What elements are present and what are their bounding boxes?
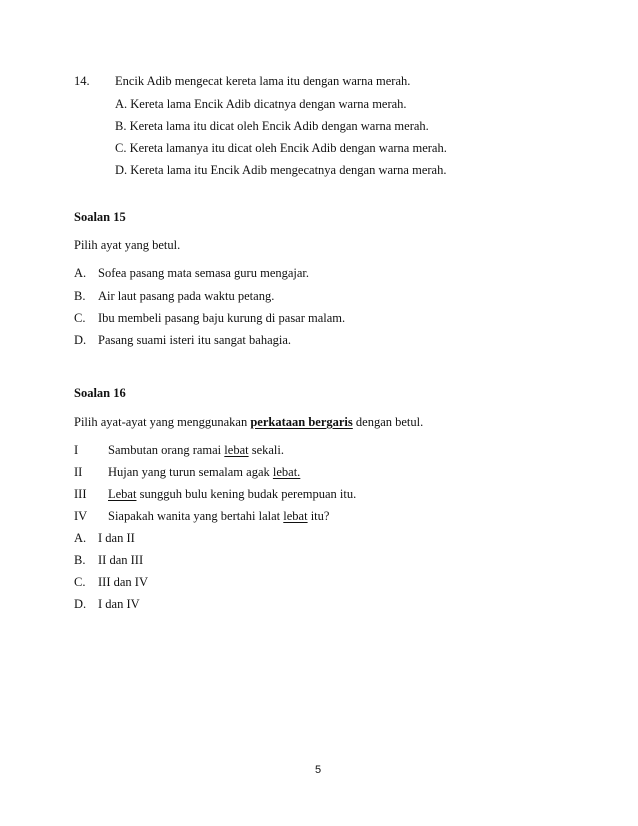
- q15-instruction: Pilih ayat yang betul.: [74, 238, 181, 252]
- q15-option-d-text: Pasang suami isteri itu sangat bahagia.: [98, 333, 292, 347]
- q16-statement-i-post: sekali.: [251, 443, 285, 457]
- q16-option-a-letter: A.: [74, 531, 87, 545]
- q16-instruction: [74, 415, 423, 430]
- q16-option-d-letter: D.: [74, 597, 87, 611]
- q16-statement-iii-word: Lebat: [108, 487, 137, 501]
- q16-option-c-letter: C.: [74, 575, 86, 589]
- q16-heading: Soalan 16: [74, 386, 126, 400]
- q16-statement-i: [108, 443, 284, 458]
- q14-stem: Encik Adib mengecat kereta lama itu dengan warna merah.: [115, 74, 411, 88]
- q16-statement-ii-roman: II: [74, 465, 83, 479]
- q16-statement-iv-pre: Siapakah wanita yang bertahi lalat: [108, 509, 281, 523]
- q16-statement-i-word: lebat: [224, 443, 249, 457]
- q16-statement-iv-word: lebat: [283, 509, 308, 523]
- q16-statement-i-roman: I: [74, 443, 79, 457]
- q16-statement-iii-roman: III: [74, 487, 87, 501]
- q16-instruction-pre: Pilih ayat-ayat yang menggunakan: [74, 415, 248, 429]
- q15-option-a-letter: A.: [74, 266, 87, 280]
- q14-option-c: C. Kereta lamanya itu dicat oleh Encik Adib dengan warna merah.: [115, 141, 447, 155]
- q15-option-c-letter: C.: [74, 311, 86, 325]
- q16-statement-iii: [108, 487, 356, 502]
- q16-statement-iv-post: itu?: [310, 509, 330, 523]
- q16-statement-i-pre: Sambutan orang ramai: [108, 443, 222, 457]
- q16-option-d-text: I dan IV: [98, 597, 140, 611]
- q16-option-c-text: III dan IV: [98, 575, 148, 589]
- q15-option-c-text: Ibu membeli pasang baju kurung di pasar malam.: [98, 311, 346, 325]
- q16-statement-iii-post: sungguh bulu kening budak perempuan itu.: [139, 487, 357, 501]
- q15-option-a-text: Sofea pasang mata semasa guru mengajar.: [98, 266, 310, 280]
- q15-option-b-text: Air laut pasang pada waktu petang.: [98, 289, 275, 303]
- q16-statement-ii-pre: Hujan yang turun semalam agak: [108, 465, 270, 479]
- q15-option-d-letter: D.: [74, 333, 87, 347]
- q15-option-b-letter: B.: [74, 289, 86, 303]
- q16-option-a-text: I dan II: [98, 531, 135, 545]
- q14-number: 14.: [74, 74, 90, 88]
- q14-option-b: B. Kereta lama itu dicat oleh Encik Adib dengan warna merah.: [115, 119, 429, 133]
- q14-option-d: D. Kereta lama itu Encik Adib mengecatnya dengan warna merah.: [115, 163, 447, 177]
- q16-statement-iv-roman: IV: [74, 509, 88, 523]
- q16-statement-iv: [108, 509, 329, 524]
- q14-option-a: A. Kereta lama Encik Adib dicatnya dengan warna merah.: [115, 97, 407, 111]
- q16-option-b-text: II dan III: [98, 553, 144, 567]
- page-number: 5: [315, 764, 322, 776]
- q15-heading: Soalan 15: [74, 210, 126, 224]
- q16-instruction-emphasis: perkataan bergaris: [250, 415, 353, 429]
- q16-statement-ii: [108, 465, 300, 480]
- q16-instruction-post: dengan betul.: [355, 415, 424, 429]
- q16-option-b-letter: B.: [74, 553, 86, 567]
- q16-statement-ii-word: lebat.: [272, 465, 301, 479]
